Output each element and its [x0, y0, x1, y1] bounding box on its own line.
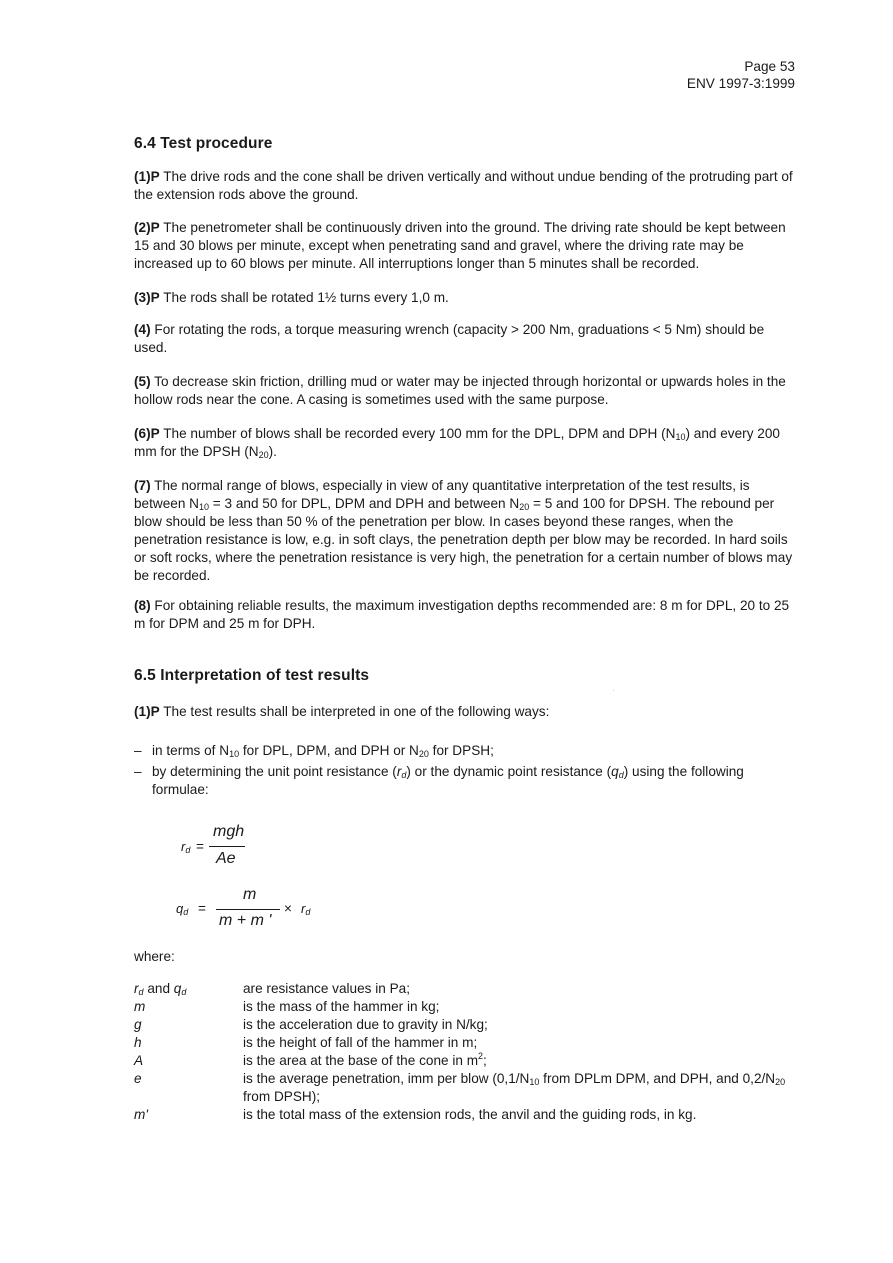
paragraph-6-4-7: (7) The normal range of blows, especially in view of any quantitative interpretation of the test results, is between $N_{10} = 3$ and 50 for DPL, DPM and DPH and between $N_{20} = 5$ and 100 for DPSH. The rebound per blow should be less than 50 % of the penetration per blow. In cases beyond these ranges, when the penetration resistance is low, e.g. in soft clays, the penetration depth per blow may be recorded. In hard soils or soft rocks, where the penetration resistance is very high, the penetration for a certain number of blows may be recorded. — [134, 478, 793, 583]
formula-rd-numerator: mgh — [213, 823, 245, 840]
paragraph-6-4-2: (2)P The penetrometer shall be continuously driven into the ground. The driving rate should be kept between 15 and 30 blows per minute, except when penetrating sand and gravel, where the driving rate may be increased up to 60 blows per minute. All interruptions longer than 5 minutes shall be recorded. — [134, 220, 786, 271]
formula-rd-equals: = — [196, 839, 204, 854]
definition-symbol: g — [134, 1017, 142, 1032]
page-number: Page 53 — [744, 59, 795, 74]
list-item-resistance: – by determining the unit point resistance $(r_d)$ or the dynamic point resistance $(q_d)$ using the following formulae: — [134, 764, 744, 797]
formula-qd-fraction-bar — [216, 909, 280, 910]
definition-text: is the acceleration due to gravity in N/kg; — [243, 1017, 488, 1032]
formula-qd-equals: = — [198, 901, 206, 916]
definition-text: is the area at the base of the cone in $m^2$; — [243, 1051, 487, 1068]
page-header — [687, 58, 795, 92]
definition-text: is the average penetration, imm per blow ($0,1/N_{10}$ from DPLm DPM, and DPH, and $0,2/N_{20}$ from DPSH); — [243, 1071, 786, 1104]
section-title-6-4: 6.4 Test procedure — [134, 135, 273, 152]
paragraph-6-5-1: (1)P The test results shall be interpreted in one of the following ways: — [134, 704, 550, 719]
paragraph-6-4-1: (1)P The drive rods and the cone shall be driven vertically and without undue bending of the protruding part of the extension rods above the ground. — [134, 169, 793, 202]
section-title-6-5: 6.5 Interpretation of test results — [134, 667, 370, 684]
formula-rd-lhs: $r_d$ — [181, 839, 191, 855]
definition-symbol: m — [134, 999, 146, 1014]
scan-speck — [613, 690, 614, 691]
definition-symbol: e — [134, 1071, 142, 1086]
formula-qd-denominator: m + m ' — [219, 912, 272, 929]
formula-qd-rhs: $r_d$ — [301, 901, 311, 917]
paragraph-6-4-8: (8) For obtaining reliable results, the maximum investigation depths recommended are: 8 m for DPL, 20 to 25 m for DPM and 25 m for DPH. — [134, 598, 790, 631]
where-label: where: — [134, 949, 175, 964]
list-item-n-values: – in terms of $N_{10}$ for DPL, DPM, and DPH or $N_{20}$ for DPSH; — [134, 743, 494, 759]
definition-symbol: m' — [134, 1107, 148, 1122]
paragraph-6-4-3: (3)P The rods shall be rotated 1½ turns every 1,0 m. — [134, 290, 449, 305]
formula-qd-times: × — [284, 901, 292, 916]
formula-qd-numerator: m — [243, 886, 257, 903]
formula-rd-denominator: Ae — [216, 850, 236, 867]
document-id: ENV 1997-3:1999 — [686, 76, 795, 91]
paragraph-6-4-5: (5) To decrease skin friction, drilling mud or water may be injected through horizontal or upwards holes in the hollow rods near the cone. A casing is sometimes used with the same purpose. — [134, 374, 786, 407]
formula-qd-lhs: $q_d$ — [176, 901, 189, 917]
formula-rd-fraction-bar — [209, 846, 245, 847]
bullet-dash: – — [134, 764, 142, 779]
definition-text: is the mass of the hammer in kg; — [243, 999, 440, 1014]
bullet-dash: – — [134, 743, 142, 758]
definition-symbol: h — [134, 1035, 142, 1050]
paragraph-6-4-6: (6)P The number of blows shall be recorded every 100 mm for the DPL, DPM and DPH $(N_{10})$ and every 200 mm for the DPSH $(N_{20})$. — [134, 426, 780, 460]
definition-text: are resistance values in Pa; — [243, 981, 410, 996]
paragraph-6-4-4: (4) For rotating the rods, a torque measuring wrench (capacity > 200 Nm, graduations < 5 Nm) should be used. — [134, 322, 765, 355]
definition-symbol: $r_d$ and $q_d$ — [134, 981, 187, 997]
definition-text: is the total mass of the extension rods, the anvil and the guiding rods, in kg. — [243, 1107, 697, 1122]
definition-symbol: A — [134, 1053, 144, 1068]
definition-text: is the height of fall of the hammer in m; — [243, 1035, 478, 1050]
